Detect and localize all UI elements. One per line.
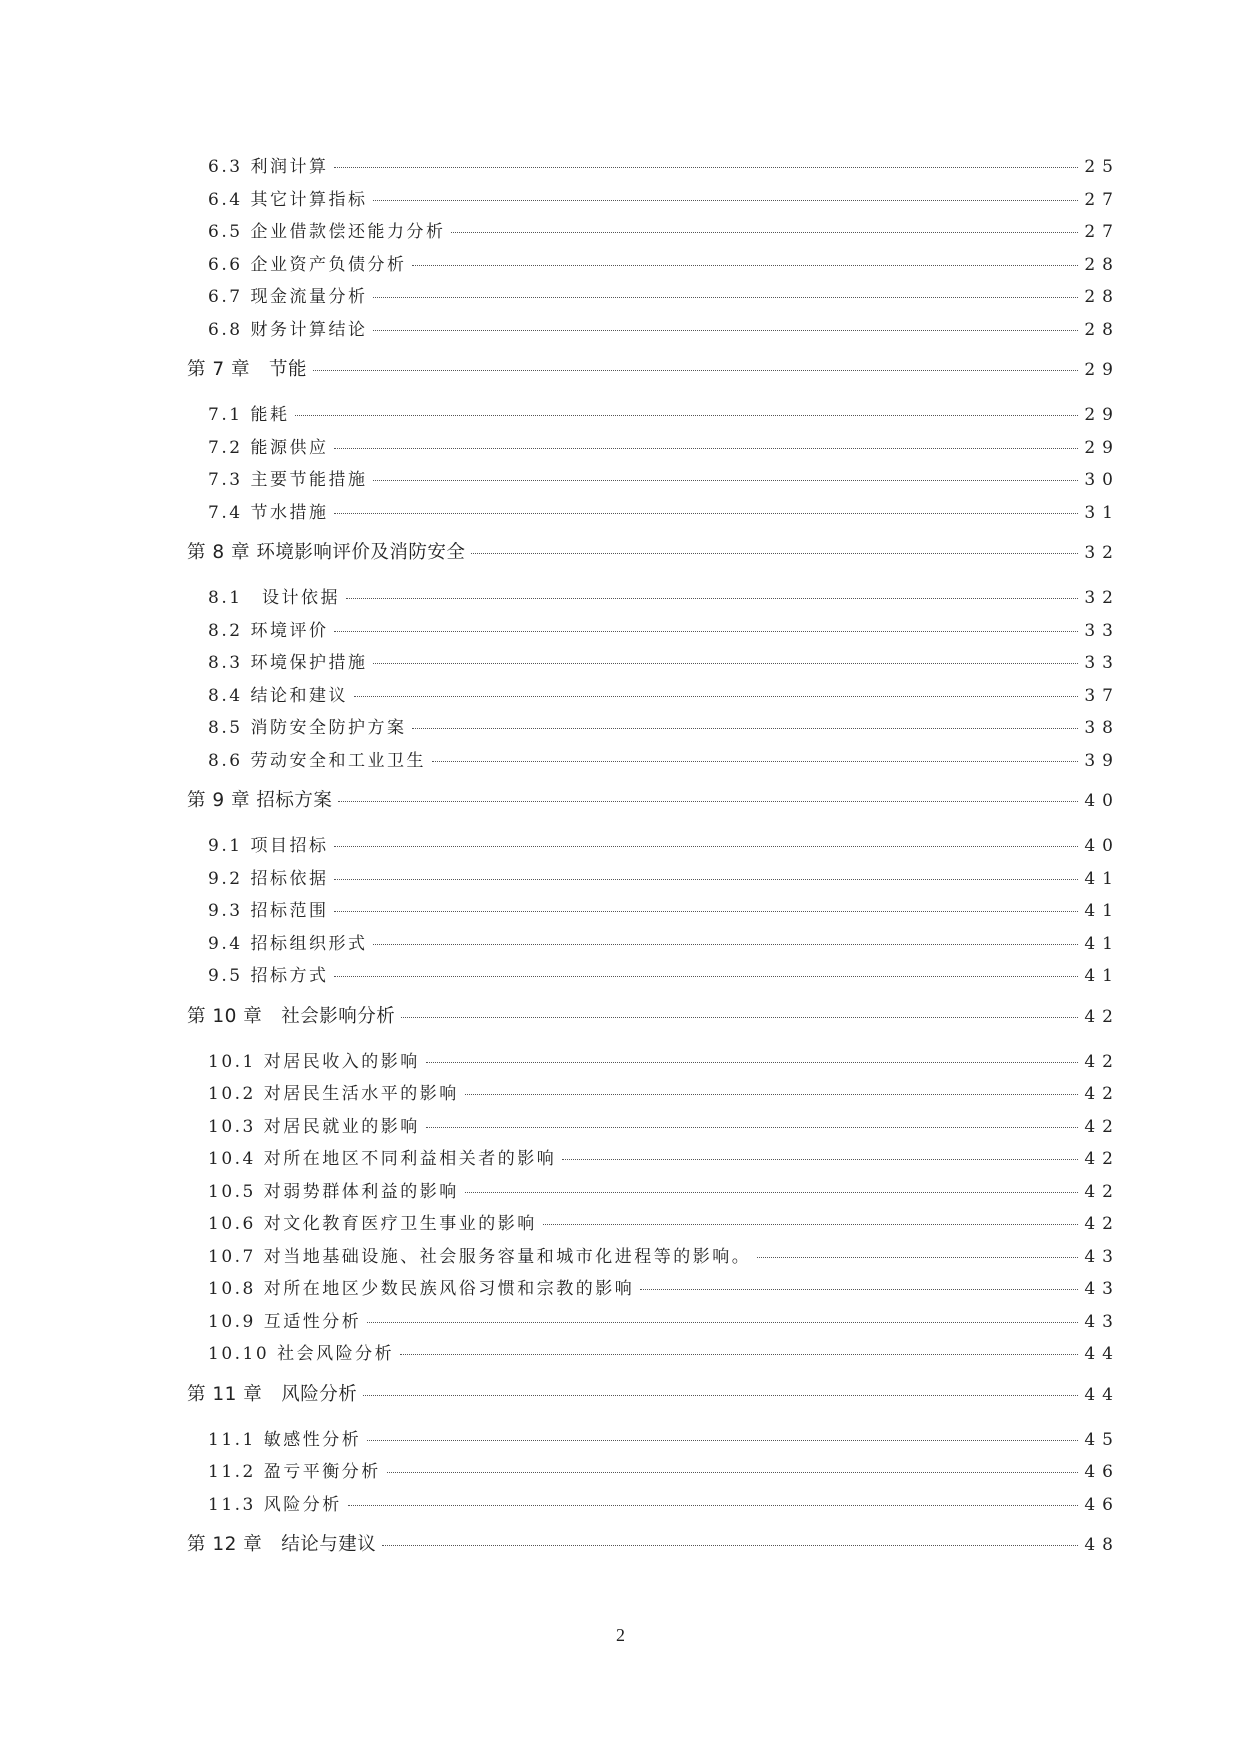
toc-entry-title: 9.2 招标依据 xyxy=(208,868,329,889)
dot-leader xyxy=(338,800,1078,802)
toc-entry-title: 7.2 能源供应 xyxy=(208,437,329,458)
toc-entry-title: 7.3 主要节能措施 xyxy=(208,470,368,490)
toc-entry-title: 第 11 章 风险分析 xyxy=(187,1383,358,1405)
toc-entry-title: 10.6 对文化教育医疗卫生事业的影响 xyxy=(208,1214,537,1234)
dot-leader xyxy=(367,1439,1078,1441)
toc-entry-page-number: 48 xyxy=(1084,1535,1120,1555)
toc-entry-title: 第 9 章 招标方案 xyxy=(187,790,333,811)
toc-entry-page-number: 33 xyxy=(1084,620,1120,641)
page-number: 2 xyxy=(616,1625,625,1645)
toc-section-entry[interactable] xyxy=(187,746,1120,779)
toc-entry-title: 9.4 招标组织形式 xyxy=(208,933,368,954)
toc-entry-title: 10.7 对当地基础设施、社会服务容量和城市化进程等的影响。 xyxy=(208,1246,752,1267)
toc-section-entry[interactable] xyxy=(187,1144,1120,1177)
toc-section-entry[interactable] xyxy=(187,1177,1120,1210)
toc-section-entry[interactable] xyxy=(187,864,1120,897)
dot-leader xyxy=(387,1471,1079,1473)
toc-section-entry[interactable] xyxy=(187,1242,1120,1275)
toc-section-entry[interactable] xyxy=(187,1457,1120,1490)
toc-entry-title: 6.5 企业借款偿还能力分析 xyxy=(208,222,446,242)
toc-entry-page-number: 43 xyxy=(1084,1311,1120,1332)
toc-entry-title: 9.1 项目招标 xyxy=(208,836,329,856)
toc-section-entry[interactable] xyxy=(187,961,1120,994)
toc-entry-title: 9.5 招标方式 xyxy=(208,966,329,986)
dot-leader xyxy=(334,975,1078,977)
toc-entry-title: 11.2 盈亏平衡分析 xyxy=(208,1462,381,1482)
toc-entry-title: 7.4 节水措施 xyxy=(208,502,329,523)
toc-section-entry[interactable] xyxy=(187,1425,1120,1458)
toc-entry-page-number: 27 xyxy=(1084,189,1120,210)
dot-leader xyxy=(295,414,1078,416)
dot-leader xyxy=(432,760,1078,762)
toc-section-entry[interactable] xyxy=(187,152,1120,185)
toc-entry-page-number: 43 xyxy=(1084,1279,1120,1299)
toc-entry-page-number: 40 xyxy=(1084,791,1120,811)
dot-leader xyxy=(412,727,1078,729)
dot-leader xyxy=(334,512,1078,514)
toc-entry-title: 7.1 能耗 xyxy=(208,405,290,425)
toc-section-entry[interactable] xyxy=(187,681,1120,714)
dot-leader xyxy=(334,845,1078,847)
toc-entry-page-number: 46 xyxy=(1084,1462,1120,1482)
toc-chapter-entry[interactable] xyxy=(187,786,1120,822)
toc-chapter-entry[interactable] xyxy=(187,538,1120,574)
toc-section-entry[interactable] xyxy=(187,648,1120,681)
toc-entry-page-number: 46 xyxy=(1084,1494,1120,1515)
toc-entry-title: 第 10 章 社会影响分析 xyxy=(187,1005,396,1027)
toc-entry-page-number: 37 xyxy=(1084,685,1120,706)
dot-leader xyxy=(451,231,1078,233)
toc-entry-page-number: 29 xyxy=(1084,437,1120,458)
dot-leader xyxy=(471,552,1078,554)
toc-entry-title: 11.1 敏感性分析 xyxy=(208,1429,362,1450)
toc-entry-page-number: 42 xyxy=(1084,1149,1120,1169)
toc-entry-title: 6.8 财务计算结论 xyxy=(208,319,368,340)
dot-leader xyxy=(373,329,1078,331)
toc-entry-page-number: 25 xyxy=(1084,157,1120,177)
dot-leader xyxy=(363,1394,1078,1396)
toc-entry-title: 8.1 设计依据 xyxy=(208,588,341,608)
toc-section-entry[interactable] xyxy=(187,831,1120,864)
toc-entry-title: 10.5 对弱势群体利益的影响 xyxy=(208,1181,459,1202)
toc-entry-title: 6.6 企业资产负债分析 xyxy=(208,254,407,275)
toc-entry-title: 6.3 利润计算 xyxy=(208,157,329,177)
toc-entry-page-number: 41 xyxy=(1084,933,1120,954)
dot-leader xyxy=(373,943,1078,945)
dot-leader xyxy=(382,1544,1078,1546)
toc-entry-page-number: 32 xyxy=(1084,588,1120,608)
dot-leader xyxy=(373,296,1078,298)
toc-entry-page-number: 44 xyxy=(1084,1384,1120,1405)
toc-section-entry[interactable] xyxy=(187,1307,1120,1340)
dot-leader xyxy=(373,479,1078,481)
toc-section-entry[interactable] xyxy=(187,583,1120,616)
dot-leader xyxy=(562,1158,1078,1160)
toc-section-entry[interactable] xyxy=(187,498,1120,531)
toc-entry-title: 11.3 风险分析 xyxy=(208,1494,342,1515)
dot-leader xyxy=(334,878,1078,880)
dot-leader xyxy=(465,1191,1079,1193)
toc-chapter-entry[interactable] xyxy=(187,1002,1120,1038)
dot-leader xyxy=(346,597,1078,599)
toc-entry-title: 8.3 环境保护措施 xyxy=(208,653,368,673)
dot-leader xyxy=(373,662,1078,664)
dot-leader xyxy=(426,1061,1079,1063)
toc-entry-title: 9.3 招标范围 xyxy=(208,901,329,921)
toc-section-entry[interactable] xyxy=(187,250,1120,283)
toc-entry-title: 8.6 劳动安全和工业卫生 xyxy=(208,750,426,771)
toc-section-entry[interactable] xyxy=(187,465,1120,498)
dot-leader xyxy=(334,910,1078,912)
toc-entry-page-number: 29 xyxy=(1084,360,1120,380)
toc-section-entry[interactable] xyxy=(187,1047,1120,1080)
toc-section-entry[interactable] xyxy=(187,1339,1120,1372)
toc-section-entry[interactable] xyxy=(187,1274,1120,1307)
toc-section-entry[interactable] xyxy=(187,315,1120,348)
toc-section-entry[interactable] xyxy=(187,1209,1120,1242)
toc-chapter-entry[interactable] xyxy=(187,1530,1120,1566)
toc-entry-page-number: 30 xyxy=(1084,470,1120,490)
toc-section-entry[interactable] xyxy=(187,1079,1120,1112)
toc-entry-page-number: 41 xyxy=(1084,901,1120,921)
toc-entry-title: 8.2 环境评价 xyxy=(208,620,329,641)
toc-entry-page-number: 42 xyxy=(1084,1051,1120,1072)
toc-entry-page-number: 43 xyxy=(1084,1246,1120,1267)
toc-entry-page-number: 42 xyxy=(1084,1084,1120,1104)
dot-leader xyxy=(412,264,1078,266)
toc-section-entry[interactable] xyxy=(187,896,1120,929)
toc-entry-page-number: 41 xyxy=(1084,868,1120,889)
toc-entry-title: 8.5 消防安全防护方案 xyxy=(208,718,407,738)
toc-section-entry[interactable] xyxy=(187,1490,1120,1523)
toc-entry-page-number: 31 xyxy=(1084,502,1120,523)
toc-entry-title: 第 8 章 环境影响评价及消防安全 xyxy=(187,542,466,563)
dot-leader xyxy=(334,166,1078,168)
dot-leader xyxy=(354,695,1078,697)
dot-leader xyxy=(313,369,1078,371)
toc-entry-title: 6.7 现金流量分析 xyxy=(208,287,368,307)
toc-section-entry[interactable] xyxy=(187,433,1120,466)
toc-entry-title: 10.2 对居民生活水平的影响 xyxy=(208,1084,459,1104)
toc-entry-title: 10.8 对所在地区少数民族风俗习惯和宗教的影响 xyxy=(208,1279,635,1299)
toc-entry-title: 10.3 对居民就业的影响 xyxy=(208,1116,420,1137)
dot-leader xyxy=(334,447,1078,449)
toc-entry-page-number: 45 xyxy=(1084,1429,1120,1450)
toc-entry-page-number: 28 xyxy=(1084,287,1120,307)
toc-chapter-entry[interactable] xyxy=(187,355,1120,391)
toc-entry-page-number: 42 xyxy=(1084,1181,1120,1202)
toc-chapter-entry[interactable] xyxy=(187,1380,1120,1416)
toc-entry-page-number: 33 xyxy=(1084,653,1120,673)
toc-entry-title: 6.4 其它计算指标 xyxy=(208,189,368,210)
toc-entry-page-number: 44 xyxy=(1084,1344,1120,1364)
toc-entry-page-number: 28 xyxy=(1084,319,1120,340)
toc-entry-page-number: 27 xyxy=(1084,222,1120,242)
toc-entry-page-number: 41 xyxy=(1084,966,1120,986)
dot-leader xyxy=(400,1353,1078,1355)
toc-section-entry[interactable] xyxy=(187,616,1120,649)
toc-entry-title: 8.4 结论和建议 xyxy=(208,685,348,706)
toc-entry-page-number: 42 xyxy=(1084,1006,1120,1027)
toc-section-entry[interactable] xyxy=(187,713,1120,746)
toc-entry-title: 10.4 对所在地区不同利益相关者的影响 xyxy=(208,1149,557,1169)
dot-leader xyxy=(465,1093,1079,1095)
toc-section-entry[interactable] xyxy=(187,185,1120,218)
toc-entry-page-number: 40 xyxy=(1084,836,1120,856)
dot-leader xyxy=(640,1288,1078,1290)
toc-entry-page-number: 39 xyxy=(1084,750,1120,771)
table-of-contents xyxy=(187,152,1120,1575)
dot-leader xyxy=(426,1126,1079,1128)
dot-leader xyxy=(334,630,1078,632)
toc-entry-page-number: 28 xyxy=(1084,254,1120,275)
toc-section-entry[interactable] xyxy=(187,1112,1120,1145)
toc-entry-page-number: 38 xyxy=(1084,718,1120,738)
dot-leader xyxy=(401,1016,1078,1018)
toc-entry-title: 10.1 对居民收入的影响 xyxy=(208,1051,420,1072)
toc-entry-title: 第 12 章 结论与建议 xyxy=(187,1534,377,1555)
toc-entry-page-number: 42 xyxy=(1084,1116,1120,1137)
dot-leader xyxy=(373,199,1078,201)
toc-section-entry[interactable] xyxy=(187,929,1120,962)
dot-leader xyxy=(757,1256,1078,1258)
dot-leader xyxy=(543,1223,1079,1225)
toc-entry-title: 10.9 互适性分析 xyxy=(208,1311,362,1332)
toc-entry-title: 10.10 社会风险分析 xyxy=(208,1344,395,1364)
toc-entry-title: 第 7 章 节能 xyxy=(187,359,308,380)
toc-entry-page-number: 42 xyxy=(1084,1214,1120,1234)
dot-leader xyxy=(348,1504,1079,1506)
toc-entry-page-number: 32 xyxy=(1084,543,1120,563)
toc-section-entry[interactable] xyxy=(187,282,1120,315)
dot-leader xyxy=(367,1321,1078,1323)
toc-section-entry[interactable] xyxy=(187,217,1120,250)
toc-entry-page-number: 29 xyxy=(1084,405,1120,425)
toc-section-entry[interactable] xyxy=(187,400,1120,433)
